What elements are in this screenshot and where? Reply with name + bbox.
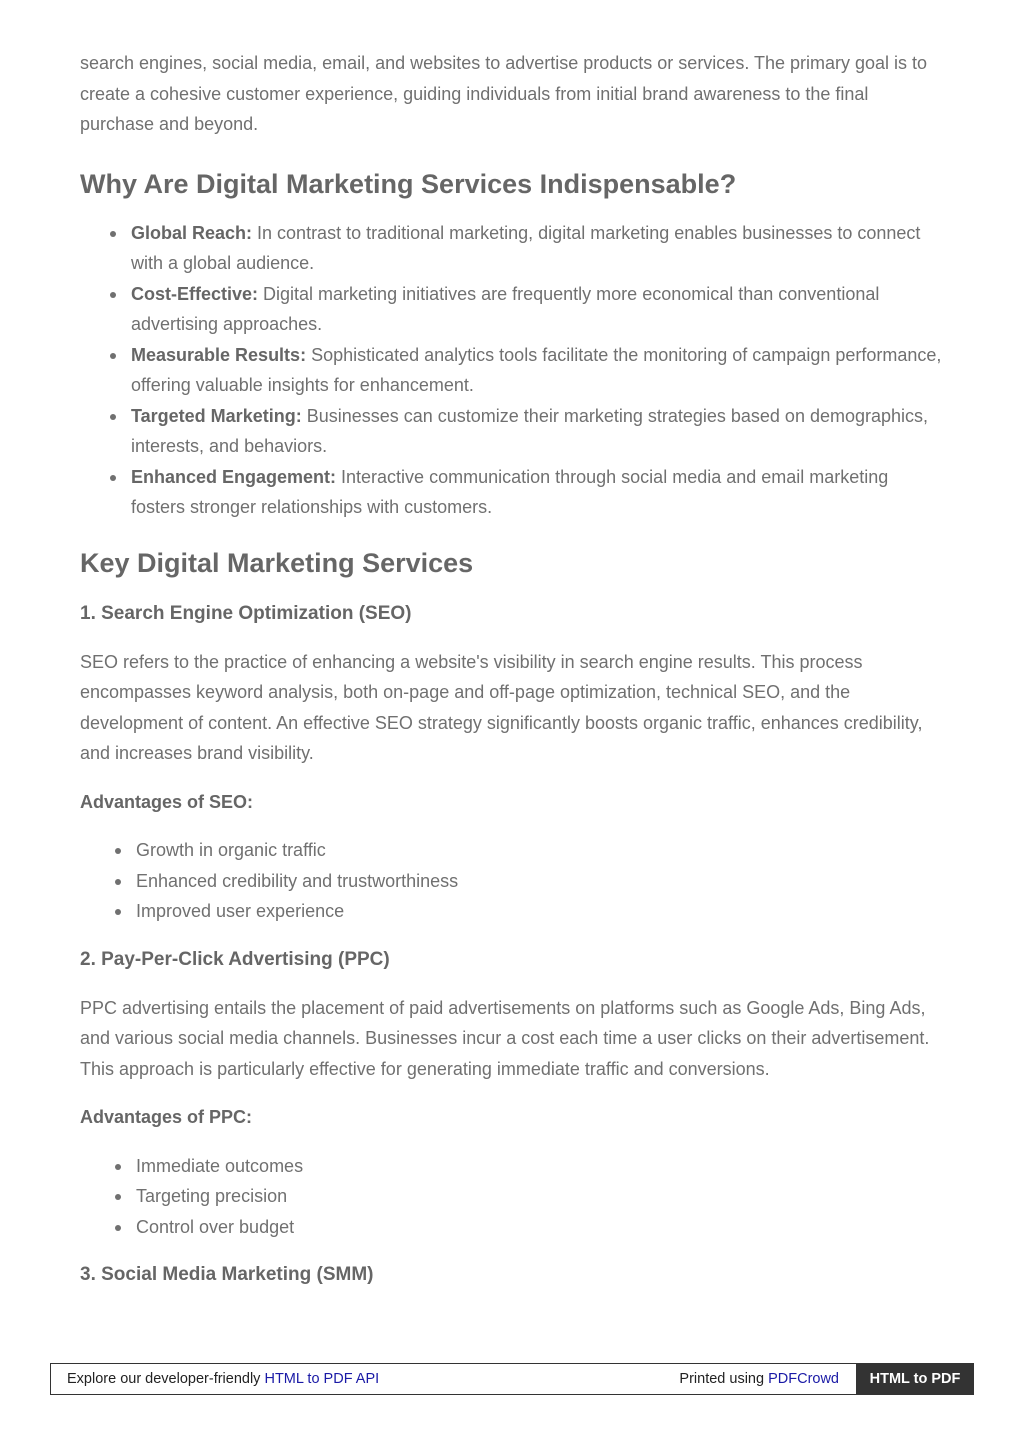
pdf-footer-banner <box>50 1363 974 1395</box>
list-item-text: Digital marketing initiatives are frequently more economical than conventional advertising approaches. <box>131 283 880 334</box>
list-item: Growth in organic traffic <box>136 835 944 866</box>
seo-paragraph: SEO refers to the practice of enhancing a website's visibility in search engine results. This process encompasses keyword analysis, both on-page and off-page optimization, technical SEO, and the development of content. An effective SEO strategy significantly boosts organic traffic, enhances credibility, and increases brand visibility. <box>80 651 923 763</box>
list-item-text: Interactive communication through social media and email marketing fosters stronger relationships with customers. <box>131 466 889 517</box>
ppc-advantages-label: Advantages of PPC: <box>80 1107 253 1127</box>
list-item: Control over budget <box>136 1212 944 1243</box>
ppc-heading: 2. Pay-Per-Click Advertising (PPC) <box>80 948 390 970</box>
list-item <box>131 218 944 279</box>
list-item-label: Cost-Effective: <box>131 283 259 304</box>
why-heading: Why Are Digital Marketing Services Indispensable? <box>80 168 737 199</box>
footer-left-text: Explore our developer-friendly <box>67 1371 265 1387</box>
list-item: Targeting precision <box>136 1181 944 1212</box>
document-body <box>80 48 944 1290</box>
list-item <box>131 401 944 462</box>
html-to-pdf-button[interactable]: HTML to PDF <box>856 1363 974 1395</box>
list-item-text: Businesses can customize their marketing strategies based on demographics, interests, and behaviors. <box>131 405 929 456</box>
seo-heading: 1. Search Engine Optimization (SEO) <box>80 602 412 624</box>
intro-paragraph: search engines, social media, email, and websites to advertise products or services. The primary goal is to create a cohesive customer experience, guiding individuals from initial brand awareness to the final purchase and beyond. <box>80 53 928 134</box>
list-item-label: Targeted Marketing: <box>131 405 302 426</box>
key-services-heading: Key Digital Marketing Services <box>80 547 474 578</box>
list-item: Immediate outcomes <box>136 1151 944 1182</box>
footer-left <box>67 1371 379 1387</box>
list-item <box>131 462 944 523</box>
pdfcrowd-link[interactable]: PDFCrowd <box>768 1371 839 1387</box>
footer-right-text: Printed using <box>679 1371 769 1387</box>
html-to-pdf-api-link[interactable]: HTML to PDF API <box>264 1371 380 1387</box>
list-item-label: Measurable Results: <box>131 344 307 365</box>
list-item: Enhanced credibility and trustworthiness <box>136 866 944 897</box>
list-item-label: Enhanced Engagement: <box>131 466 337 487</box>
list-item-text: Sophisticated analytics tools facilitate the monitoring of campaign performance, offering valuable insights for enhancement. <box>131 344 942 395</box>
ppc-paragraph: PPC advertising entails the placement of paid advertisements on platforms such as Google Ads, Bing Ads, and various social media channels. Businesses incur a cost each time a user clicks on their advertisement. This approach is particularly effective for generating immediate traffic and conversions. <box>80 997 930 1079</box>
list-item <box>131 340 944 401</box>
why-list <box>80 218 944 523</box>
list-item-label: Global Reach: <box>131 222 253 243</box>
list-item-text: In contrast to traditional marketing, digital marketing enables businesses to connect with a global audience. <box>131 222 921 273</box>
smm-heading: 3. Social Media Marketing (SMM) <box>80 1264 374 1285</box>
seo-advantages-list <box>80 835 944 927</box>
seo-advantages-label: Advantages of SEO: <box>80 791 254 812</box>
ppc-advantages-list <box>80 1151 944 1243</box>
list-item <box>131 279 944 340</box>
footer-right <box>679 1371 839 1387</box>
list-item: Improved user experience <box>136 896 944 927</box>
